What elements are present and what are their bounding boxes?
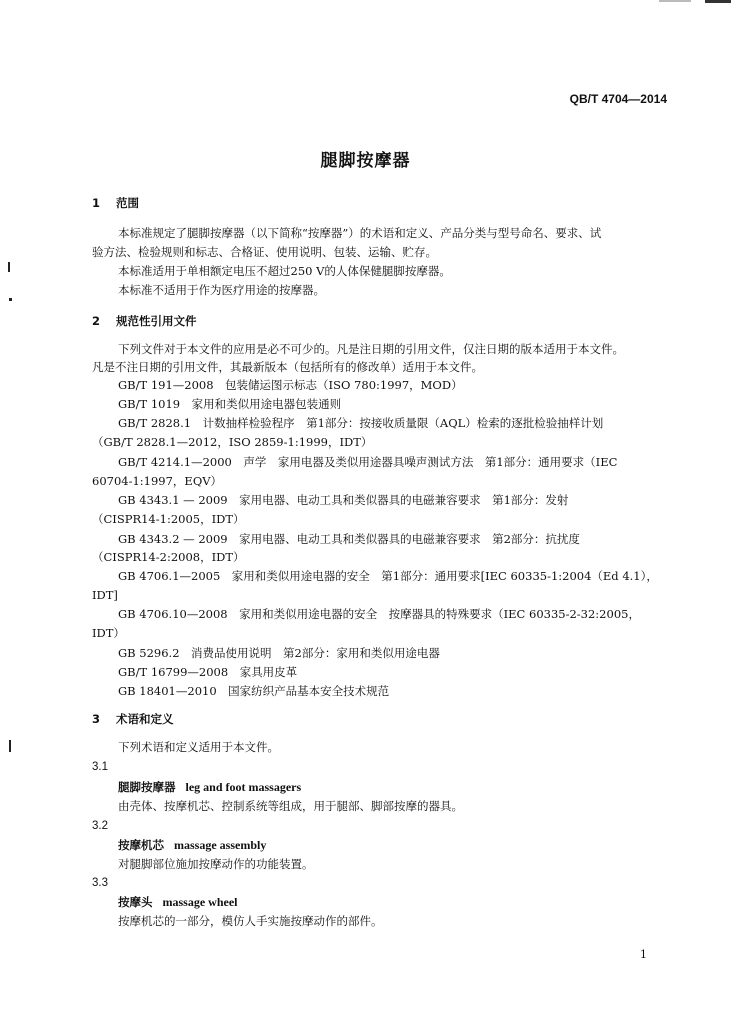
paragraph: 本标准适用于单相额定电压不超过250 V的人体保健腿脚按摩器。: [118, 264, 451, 278]
term-chinese: 按摩机芯: [118, 838, 164, 852]
section-number: 2: [92, 314, 101, 328]
reference-item-continuation: 60704-1:1997，EQV）: [92, 474, 223, 488]
paragraph-line: 本标准规定了腿脚按摩器（以下简称“按摩器”）的术语和定义、产品分类与型号命名、要求、试: [118, 226, 602, 240]
reference-item: GB 4706.1—2005 家用和类似用途电器的安全 第1部分：通用要求[IEC 60335-1:2004（Ed 4.1），: [118, 569, 658, 583]
term-chinese: 腿脚按摩器: [118, 780, 176, 794]
section-number: 3: [92, 712, 101, 726]
term-english: massage assembly: [174, 838, 267, 852]
section-title: 术语和定义: [116, 712, 174, 726]
standard-code: QB/T 4704—2014: [569, 92, 667, 106]
reference-item: GB/T 2828.1 计数抽样检验程序 第1部分：按接收质量限（AQL）检索的逐批检验抽样计划: [118, 416, 604, 430]
reference-item: GB 4343.2 — 2009 家用电器、电动工具和类似器具的电磁兼容要求 第2部分：抗扰度: [118, 532, 580, 546]
reference-item: GB/T 1019 家用和类似用途电器包装通则: [118, 397, 342, 411]
scan-artifact: [9, 298, 12, 301]
paragraph-line: 验方法、检验规则和标志、合格证、使用说明、包装、运输、贮存。: [92, 245, 437, 259]
section-number: 1: [92, 196, 101, 210]
clause-number: 3.3: [92, 877, 108, 889]
clause-number: 3.2: [92, 820, 108, 832]
scan-artifact: [8, 262, 10, 272]
page-number: 1: [640, 948, 647, 961]
clause-number: 3.1: [92, 761, 108, 773]
reference-item: GB/T 16799—2008 家具用皮革: [118, 665, 298, 679]
scan-artifact: [9, 740, 11, 752]
section-heading-scope: [92, 196, 139, 210]
term-entry: [118, 838, 266, 852]
scan-artifact: [659, 0, 691, 2]
term-definition: 按摩机芯的一部分，模仿人手实施按摩动作的部件。: [118, 914, 383, 928]
reference-item-continuation: IDT）: [92, 626, 125, 640]
reference-item: GB/T 191—2008 包装储运图示标志（ISO 780:1997，MOD）: [118, 378, 463, 392]
section-title: 规范性引用文件: [116, 314, 197, 328]
reference-item-continuation: （CISPR14-1:2005，IDT）: [92, 512, 245, 526]
scan-artifact: [705, 0, 731, 3]
term-chinese: 按摩头: [118, 895, 153, 909]
reference-item-continuation: （GB/T 2828.1—2012，ISO 2859-1:1999，IDT）: [92, 435, 373, 449]
reference-item: GB 4706.10—2008 家用和类似用途电器的安全 按摩器具的特殊要求（IEC 60335-2-32:2005，: [118, 607, 640, 621]
document-title: 腿脚按摩器: [320, 151, 411, 171]
section-title: 范围: [116, 196, 139, 210]
reference-item-continuation: IDT]: [92, 588, 118, 602]
term-definition: 由壳体、按摩机芯、控制系统等组成，用于腿部、脚部按摩的器具。: [118, 799, 463, 813]
reference-item: GB 18401—2010 国家纺织产品基本安全技术规范: [118, 684, 390, 698]
reference-item: GB 5296.2 消费品使用说明 第2部分：家用和类似用途电器: [118, 646, 440, 660]
term-definition: 对腿脚部位施加按摩动作的功能装置。: [118, 857, 314, 871]
paragraph: 下列术语和定义适用于本文件。: [118, 740, 279, 754]
reference-item: GB/T 4214.1—2000 声学 家用电器及类似用途器具噪声测试方法 第1部分：通用要求（IEC: [118, 455, 618, 469]
paragraph-line: 凡是不注日期的引用文件，其最新版本（包括所有的修改单）适用于本文件。: [92, 360, 483, 374]
term-english: leg and foot massagers: [185, 780, 302, 794]
reference-item-continuation: （CISPR14-2:2008，IDT）: [92, 550, 245, 564]
term-english: massage wheel: [162, 895, 238, 909]
reference-item: GB 4343.1 — 2009 家用电器、电动工具和类似器具的电磁兼容要求 第1部分：发射: [118, 493, 569, 507]
section-heading-terms-definitions: [92, 712, 174, 726]
paragraph: 本标准不适用于作为医疗用途的按摩器。: [118, 283, 325, 297]
section-heading-normative-references: [92, 314, 197, 328]
term-entry: [118, 780, 301, 794]
term-entry: [118, 895, 238, 909]
paragraph-line: 下列文件对于本文件的应用是必不可少的。凡是注日期的引用文件，仅注日期的版本适用于本文件。: [118, 342, 624, 356]
